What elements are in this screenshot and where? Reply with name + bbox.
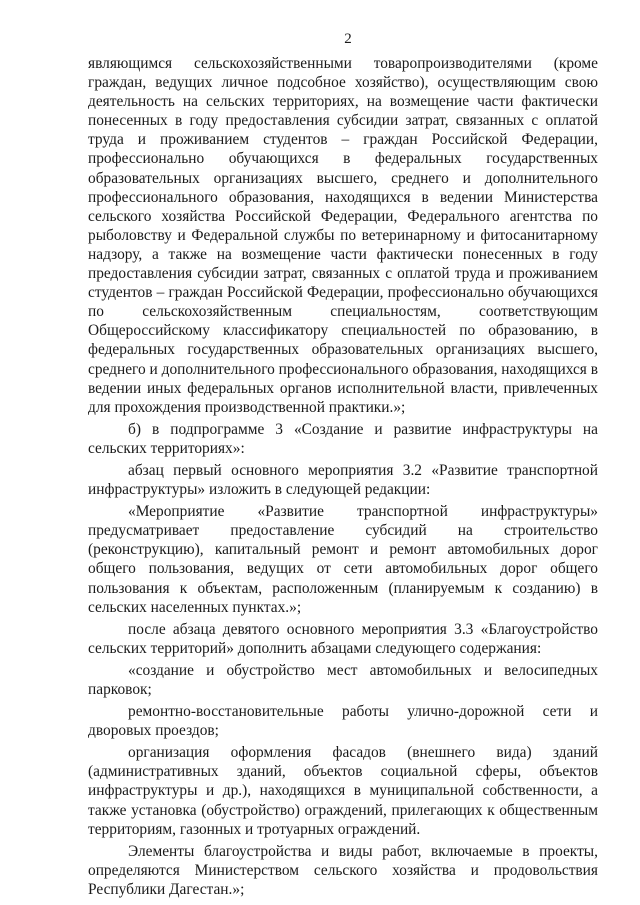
- paragraph-transport-infrastructure: «Мероприятие «Развитие транспортной инфраструктуры» предусматривает предоставление субсидий на строительство (реконструкцию), капитальный ремонт и ремонт автомобильных дорог общего пользования, ведущих от сети автомобильных дорог общего пользования к объектам, расположенным (планируемым к созданию) в сельских населенных пунктах.»;: [88, 503, 598, 616]
- paragraph-measure-3-3-intro: после абзаца девятого основного мероприятия 3.3 «Благоустройство сельских территорий» дополнить абзацами следующего содержания:: [88, 620, 598, 657]
- paragraph-subprogram-3: б) в подпрограмме 3 «Создание и развитие инфраструктуры на сельских территориях»:: [88, 420, 598, 457]
- paragraph-road-repair: ремонтно-восстановительные работы улично-дорожной сети и дворовых проездов;: [88, 703, 598, 740]
- paragraph-measure-3-2-intro: абзац первый основного мероприятия 3.2 «Развитие транспортной инфраструктуры» изложить в следующей редакции:: [88, 461, 598, 499]
- page-number: 2: [344, 31, 352, 47]
- paragraph-landscaping-elements: Элементы благоустройства и виды работ, включаемые в проекты, определяются Министерством сельского хозяйства и продовольствия Республики Дагестан.»;: [88, 842, 598, 898]
- paragraph-parking: «создание и обустройство мест автомобильных и велосипедных парковок;: [88, 661, 598, 698]
- paragraph-facades: организация оформления фасадов (внешнего вида) зданий (административных зданий, объектов социальной сферы, объектов инфраструктуры и др.), находящихся в муниципальной собственности, а также установка (обустройство) ограждений, прилегающих к общественным территориям, газонных и тротуарных ограждений.: [88, 744, 598, 838]
- paragraph-subsidy-continuation: являющимся сельскохозяйственными товаропроизводителями (кроме граждан, ведущих личное подсобное хозяйство), осуществляющим свою деятельность на сельских территориях, на возмещение части фактически понесенных в году предоставления субсидии затрат, связанных с оплатой труда и проживанием студентов – граждан Российской Федерации, профессионально обучающихся в федеральных государственных образовательных организациях высшего, среднего и дополнительного профессионального образования, находящихся в ведении Министерства сельского хозяйства Российской Федерации, Федерального агентства по рыболовству и Федеральной службы по ветеринарному и фитосанитарному надзору, а также на возмещение части фактически понесенных в году предоставления субсидии затрат, связанных с оплатой труда и проживанием студентов – граждан Российской Федерации, профессионально обучающихся по сельскохозяйственным специальностям, соответствующим Общероссийскому классификатору специальностей по образованию, в федеральных государственных образовательных организациях высшего, среднего и дополнительного профессионального образования, находящихся в ведении иных федеральных органов исполнительной власти, привлеченных для прохождения производственной практики.»;: [88, 55, 598, 416]
